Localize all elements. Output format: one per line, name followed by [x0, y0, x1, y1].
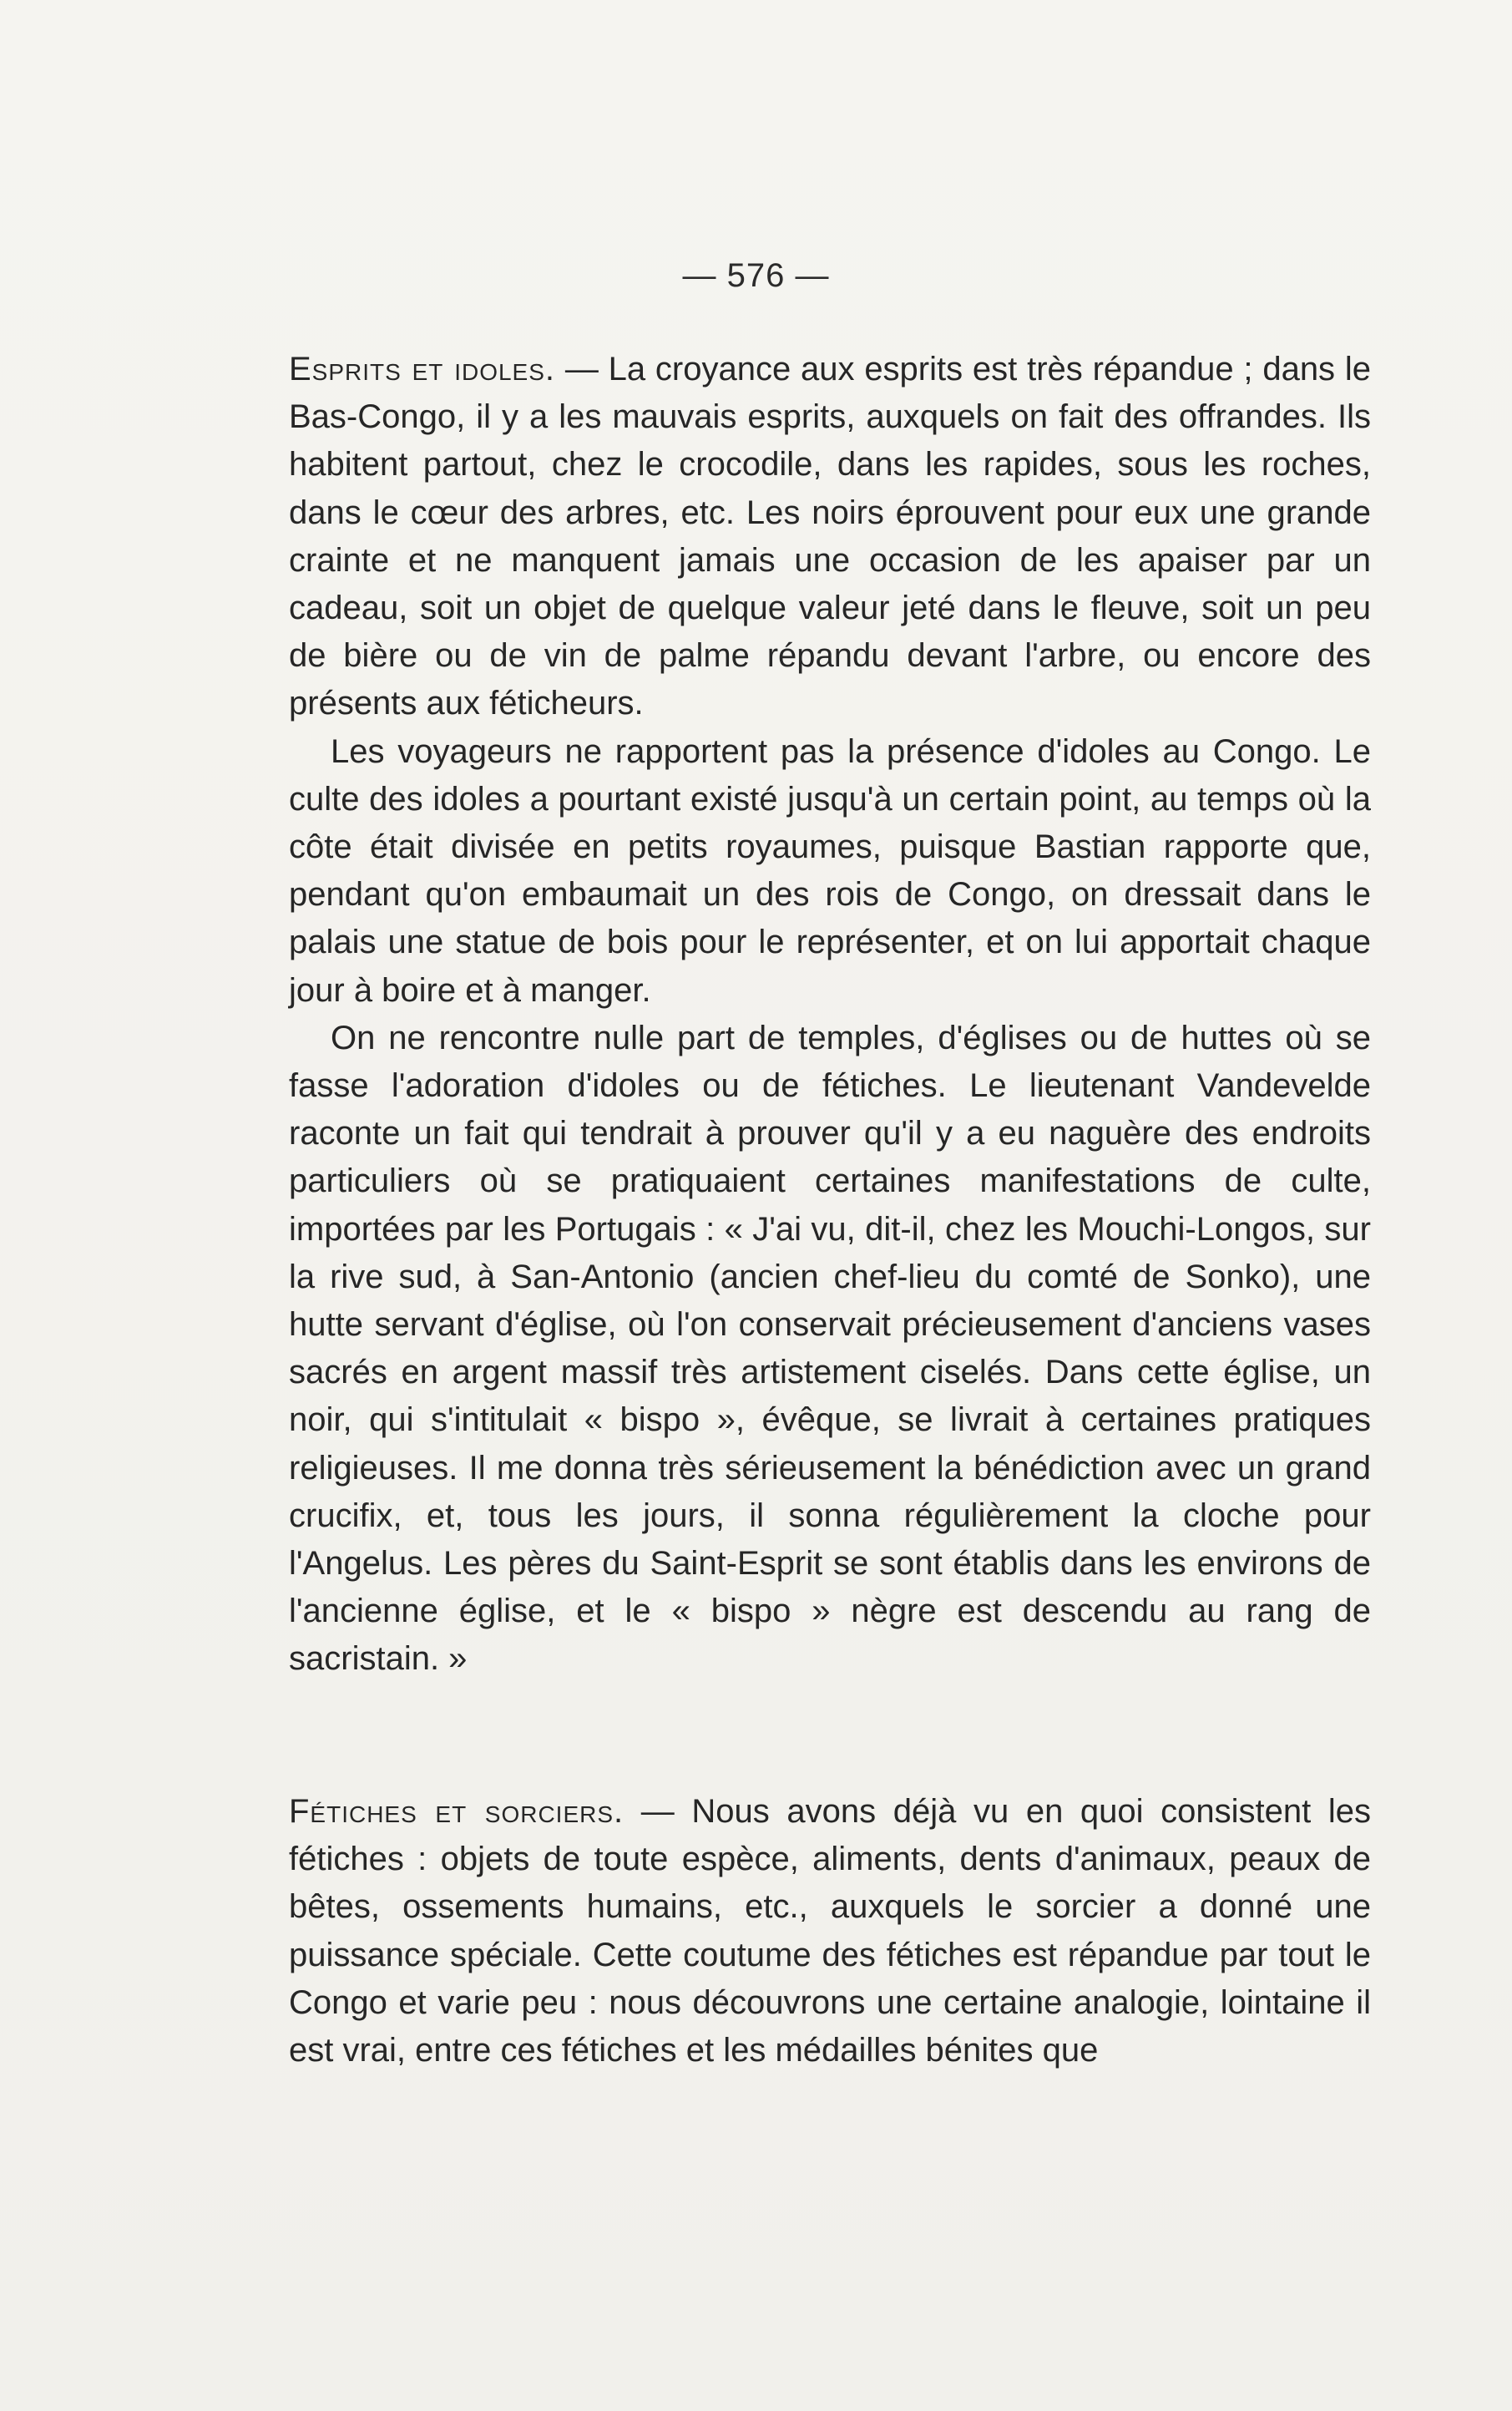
paragraph: Les voyageurs ne rapportent pas la présence d'idoles au Congo. Le culte des idoles a pourtant existé jusqu'à un certain point, au temps où la côte était divisée en petits royaumes, puisque Bastian rapporte que, pendant qu'on embaumait un des rois de Congo, on dressait dans le palais une statue de bois pour le représenter, et on lui apportait chaque jour à boire et à manger.	[289, 732, 1371, 1009]
paragraph	[289, 1788, 1371, 2074]
section-heading: Fétiches et sorciers.	[289, 1793, 625, 1830]
section-heading: Esprits et idoles.	[289, 351, 556, 387]
paragraph-text: — Nous avons déjà vu en quoi consistent les fétiches : objets de toute espèce, aliments, dents d'animaux, peaux de bêtes, ossements humains, etc., auxquels le sorcier a donné une puissance spéciale. Cette coutume des fétiches est répandue par tout le Congo et varie peu : nous découvrons une certaine analogie, lointaine il est vrai, entre ces fétiches et les médailles bénites que	[289, 1793, 1372, 2069]
page-number: — 576 —	[682, 257, 830, 294]
paragraph	[289, 346, 1371, 728]
section-esprits-et-idoles	[289, 346, 1371, 1684]
paragraph-text: — La croyance aux esprits est très répandue ; dans le Bas-Congo, il y a les mauvais esprits, auxquels on fait des offrandes. Ils habitent partout, chez le crocodile, dans les rapides, sous les roches, dans le cœur des arbres, etc. Les noirs éprouvent pour eux une grande crainte et ne manquent jamais une occasion de les apaiser par un cadeau, soit un objet de quelque valeur jeté dans le fleuve, soit un peu de bière ou de vin de palme répandu devant l'arbre, ou encore des présents aux féticheurs.	[289, 351, 1371, 722]
section-fetiches-et-sorciers	[289, 1788, 1371, 2074]
paragraph: On ne rencontre nulle part de temples, d'églises ou de huttes où se fasse l'adoration d'idoles ou de fétiches. Le lieutenant Vandevelde raconte un fait qui tendrait à prouver qu'il y a eu naguère des endroits particuliers où se pratiquaient certaines manifestations de culte, importées par les Portugais : « J'ai vu, dit-il, chez les Mouchi-Longos, sur la rive sud, à San-Antonio (ancien chef-lieu du comté de Sonko), une hutte servant d'église, où l'on conservait précieusement d'anciens vases sacrés en argent massif très artistement ciselés. Dans cette église, un noir, qui s'intitulait « bispo », évêque, se livrait à certaines pratiques religieuses. Il me donna très sérieusement la bénédiction avec un grand crucifix, et, tous les jours, il sonna régulièrement la cloche pour l'Angelus. Les pères du Saint-Esprit se sont établis dans les environs de l'ancienne église, et le « bispo » nègre est descendu au rang de sacristain. »	[289, 1019, 1371, 1678]
